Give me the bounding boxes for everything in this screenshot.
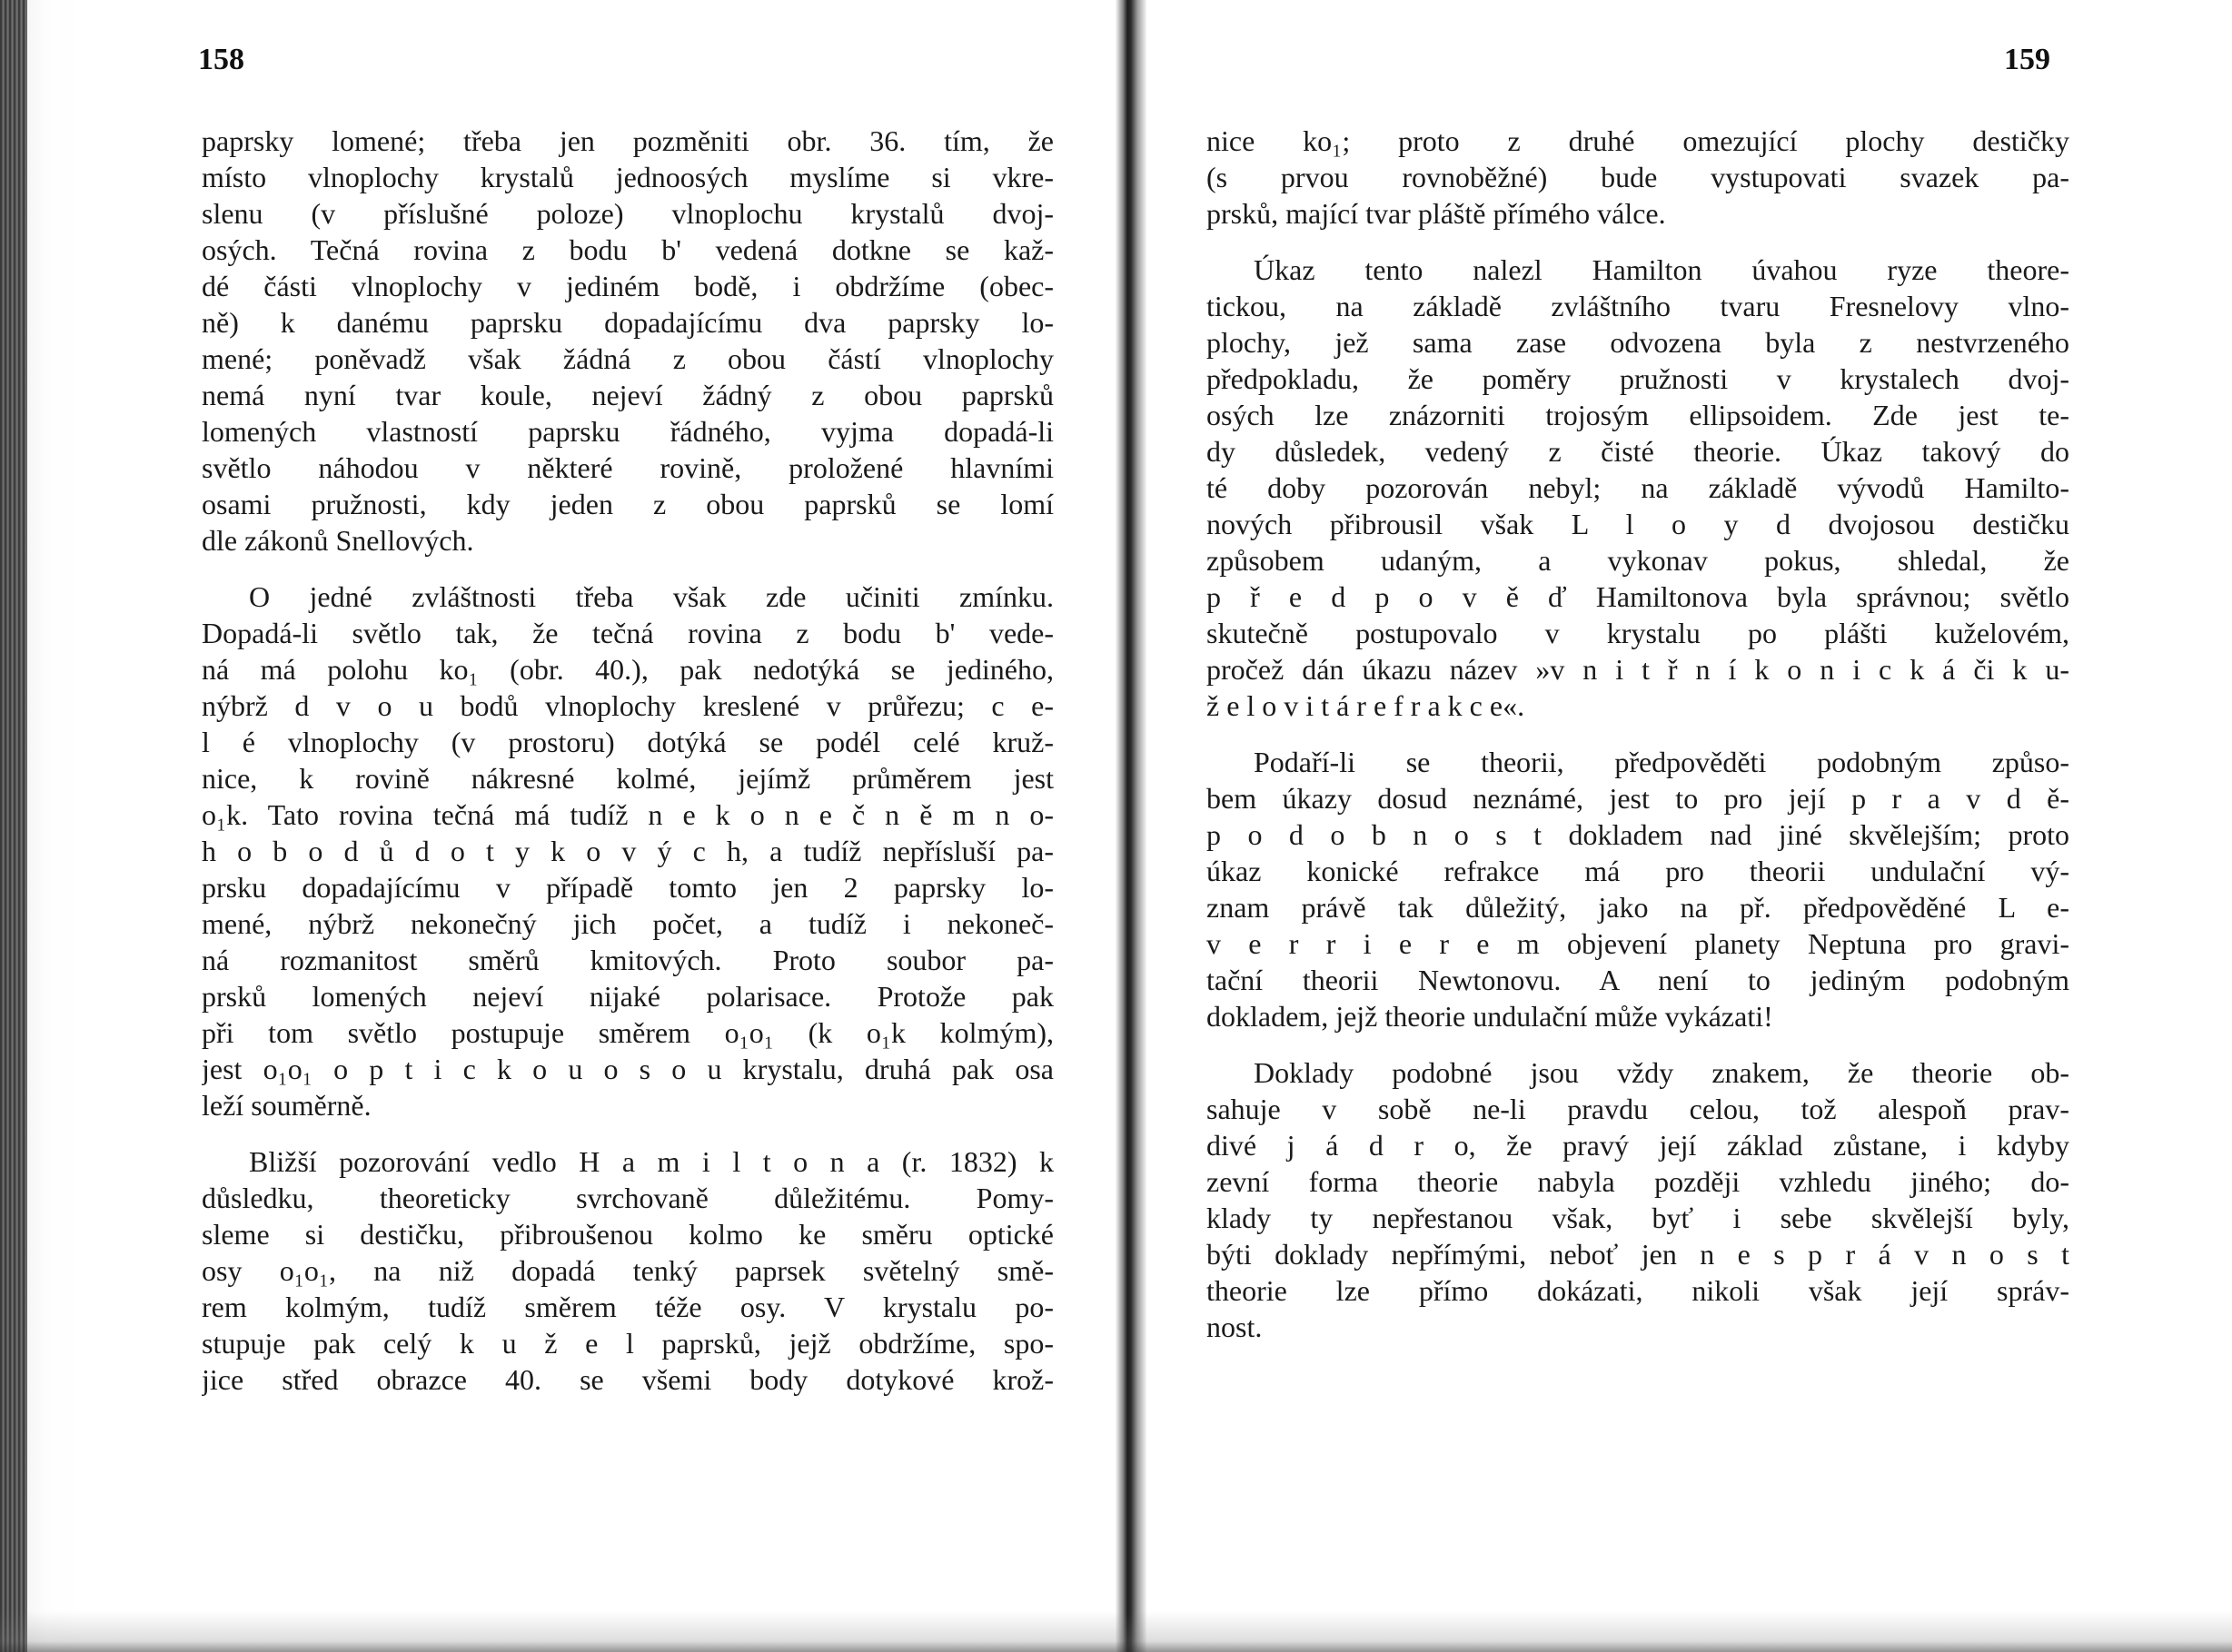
text-line: znam právě tak důležitý, jako na př. předpověděné L e- <box>1206 891 2069 924</box>
text-line: O jedné zvláštnosti třeba však zde učiniti zmínku. <box>249 580 1054 613</box>
page-number: 158 <box>198 43 244 76</box>
text-line: prsků, mající tvar pláště přímého válce. <box>1206 197 1666 230</box>
text-line: theorie lze přímo dokázati, nikoli však její správ- <box>1206 1274 2069 1307</box>
text-line: prsků lomených nejeví nijaké polarisace. Protože pak <box>202 980 1054 1013</box>
text-line: mené, nýbrž nekonečný jich počet, a tudíž i nekoneč- <box>202 907 1054 940</box>
text-line: slenu (v příslušné poloze) vlnoplochu krystalů dvoj- <box>202 197 1054 230</box>
text-line: nových přibrousil však L l o y d dvojosou destičku <box>1206 508 2069 540</box>
text-line: zevní forma theorie nabyla později vzhledu jiného; do- <box>1206 1165 2069 1198</box>
text-line: nice, k rovině nákresné kolmé, jejímž průměrem jest <box>202 762 1054 795</box>
text-line: skutečně postupovalo v krystalu po plášti kuželovém, <box>1206 617 2069 649</box>
paragraph <box>1206 1054 2069 1345</box>
text-line: osých. Tečná rovina z bodu b' vedená dotkne se kaž- <box>202 233 1054 266</box>
text-line: ž e l o v i t á r e f r a k c e«. <box>1206 689 1525 722</box>
text-line: leží souměrně. <box>202 1089 372 1122</box>
right-page <box>1146 0 2232 1652</box>
paragraph-gap <box>1206 1034 2069 1054</box>
text-line: nemá nyní tvar koule, nejeví žádný z obou paprsků <box>202 379 1054 411</box>
text-line: úkaz konické refrakce má pro theorii undulační vý- <box>1206 855 2069 887</box>
text-line: l é vlnoplochy (v prostoru) dotýká se podél celé kruž- <box>202 726 1054 758</box>
text-line: Bližší pozorování vedlo H a m i l t o n a (r. 1832) k <box>249 1145 1054 1178</box>
paragraph-gap <box>1206 724 2069 744</box>
text-line: dokladem, jejž theorie undulační může vykázati! <box>1206 1000 1773 1033</box>
text-line: p o d o b n o s t dokladem nad jiné skvělejším; proto <box>1206 818 2069 851</box>
text-line: (s prvou rovnoběžné) bude vystupovati svazek pa- <box>1206 161 2069 193</box>
text-line: sleme si destičku, přibroušenou kolmo ke směru optické <box>202 1218 1054 1251</box>
text-column <box>1206 123 2069 1345</box>
paragraph-gap <box>1206 232 2069 252</box>
text-line: způsobem udaným, a vykonav pokus, shledal, že <box>1206 544 2069 577</box>
paragraph-gap <box>202 1123 1054 1143</box>
text-line: ně) k danému paprsku dopadajícímu dva paprsky lo- <box>202 306 1054 339</box>
text-line: ná má polohu ko₁ (obr. 40.), pak nedotýká se jediného, <box>202 653 1054 686</box>
text-line: jest o₁o₁ o p t i c k o u o s o u krystalu, druhá pak osa <box>202 1053 1054 1085</box>
paragraph <box>202 1143 1054 1398</box>
text-line: při tom světlo postupuje směrem o₁o₁ (k o₁k kolmým), <box>202 1016 1054 1049</box>
paragraph-gap <box>202 559 1054 579</box>
text-line: té doby pozorován nebyl; na základě vývodů Hamilto- <box>1206 471 2069 504</box>
text-line: důsledku, theoreticky svrchovaně důležitému. Pomy- <box>202 1182 1054 1214</box>
text-line: stupuje pak celý k u ž e l paprsků, jejž obdržíme, spo- <box>202 1327 1054 1360</box>
text-line: osy o₁o₁, na niž dopadá tenký paprsek světelný smě- <box>202 1254 1054 1287</box>
book-gutter <box>1116 0 1146 1652</box>
text-line: Doklady podobné jsou vždy znakem, že theorie ob- <box>1254 1056 2069 1089</box>
text-line: pročež dán úkazu název »v n i t ř n í k o n i c k á či k u- <box>1206 653 2069 686</box>
text-line: osami pružnosti, kdy jeden z obou paprsků se lomí <box>202 488 1054 520</box>
page-number: 159 <box>2004 43 2050 76</box>
text-line: Podaří-li se theorii, předpověděti podobným způso- <box>1254 746 2069 778</box>
text-line: dy důsledek, vedený z čisté theorie. Úkaz takový do <box>1206 435 2069 468</box>
text-line: tační theorii Newtonovu. A není to jediným podobným <box>1206 964 2069 996</box>
text-line: klady ty nepřestanou však, byť i sebe skvělejší byly, <box>1206 1202 2069 1234</box>
text-line: o₁k. Tato rovina tečná má tudíž n e k o n e č n ě m n o- <box>202 798 1054 831</box>
text-line: světlo náhodou v některé rovině, proložené hlavními <box>202 451 1054 484</box>
text-line: bem úkazy dosud neznámé, jest to pro její p r a v d ě- <box>1206 782 2069 815</box>
text-line: ná rozmanitost směrů kmitových. Proto soubor pa- <box>202 944 1054 976</box>
text-line: dle zákonů Snellových. <box>202 524 474 557</box>
paragraph <box>202 123 1054 559</box>
text-line: paprsky lomené; třeba jen pozměniti obr. 36. tím, že <box>202 124 1054 157</box>
text-line: nýbrž d v o u bodů vlnoplochy kreslené v průřezu; c e- <box>202 689 1054 722</box>
paragraph <box>1206 252 2069 724</box>
text-line: p ř e d p o v ě ď Hamiltonova byla správnou; světlo <box>1206 580 2069 613</box>
text-line: dé části vlnoplochy v jediném bodě, i obdržíme (obec- <box>202 270 1054 302</box>
text-line: h o b o d ů d o t y k o v ý c h, a tudíž nepřísluší pa- <box>202 835 1054 867</box>
text-line: lomených vlastností paprsku řádného, vyjma dopadá-li <box>202 415 1054 448</box>
text-line: nost. <box>1206 1311 1263 1343</box>
text-line: Dopadá-li světlo tak, že tečná rovina z bodu b' vede- <box>202 617 1054 649</box>
text-line: v e r r i e r e m objevení planety Neptuna pro gravi- <box>1206 927 2069 960</box>
text-line: místo vlnoplochy krystalů jednoosých myslíme si vkre- <box>202 161 1054 193</box>
text-line: Úkaz tento nalezl Hamilton úvahou ryze theore- <box>1254 253 2069 286</box>
text-line: sahuje v sobě ne-li pravdu celou, tož alespoň prav- <box>1206 1093 2069 1125</box>
paragraph <box>1206 744 2069 1034</box>
text-line: osých lze znázorniti trojosým ellipsoidem. Zde jest te- <box>1206 399 2069 431</box>
text-column <box>202 123 1054 1398</box>
text-line: tickou, na základě zvláštního tvaru Fresnelovy vlno- <box>1206 290 2069 322</box>
paragraph <box>1206 123 2069 232</box>
text-line: prsku dopadajícímu v případě tomto jen 2 paprsky lo- <box>202 871 1054 904</box>
text-line: předpokladu, že poměry pružnosti v krystalech dvoj- <box>1206 362 2069 395</box>
text-line: nice ko₁; proto z druhé omezující plochy destičky <box>1206 124 2069 157</box>
text-line: býti doklady nepřímými, neboť jen n e s p r á v n o s t <box>1206 1238 2069 1271</box>
text-line: rem kolmým, tudíž směrem téže osy. V krystalu po- <box>202 1291 1054 1323</box>
text-line: mené; poněvadž však žádná z obou částí vlnoplochy <box>202 342 1054 375</box>
text-line: divé j á d r o, že pravý její základ zůstane, i kdyby <box>1206 1129 2069 1162</box>
paragraph <box>202 579 1054 1123</box>
text-line: plochy, jež sama zase odvozena byla z nestvrzeného <box>1206 326 2069 359</box>
text-line: jice střed obrazce 40. se všemi body dotykové krož- <box>202 1363 1054 1396</box>
